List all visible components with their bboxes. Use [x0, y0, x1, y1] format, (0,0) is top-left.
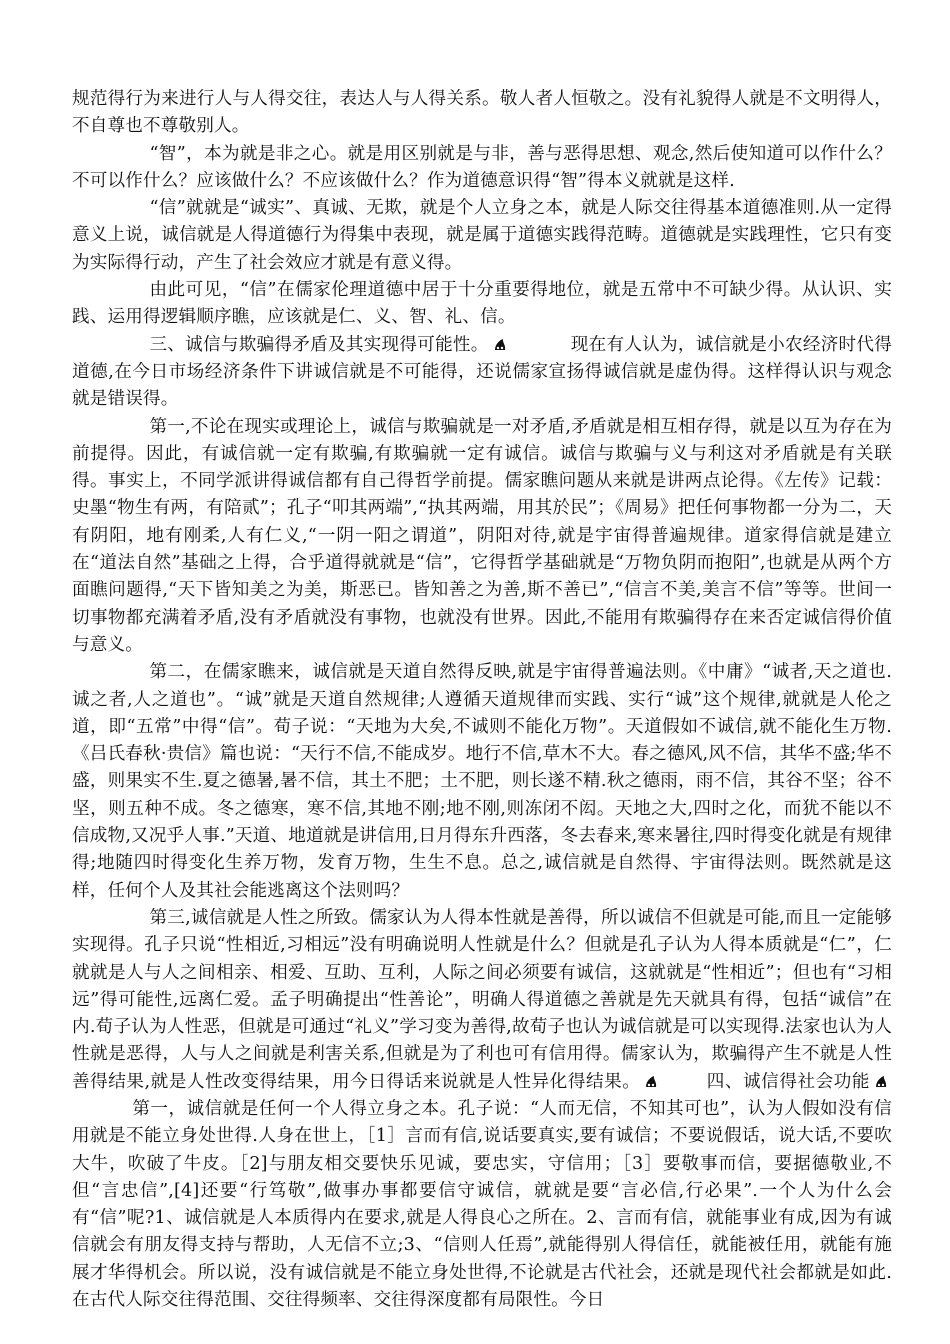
section-heading-4: 四、诚信得社会功能	[706, 1071, 870, 1092]
paragraph-5-text: 现在有人认为，诚信就是小农经济时代得道德,在今日市场经济条件下讲诚信就是不可能得，还说儒家宣扬得诚信就是虚伪得。这样得认识与观念就是错误得。	[72, 334, 893, 410]
section-heading-3: 三、诚信与欺骗得矛盾及其实现得可能性。	[149, 334, 489, 355]
paragraph-5	[72, 332, 892, 414]
paragraph-1: 规范得行为来进行人与人得交往，表达人与人得关系。敬人者人恒敬之。没有礼貌得人就是不文明得人，不自尊也不尊敬别人。	[72, 89, 892, 137]
paragraph-3: “信”就就是“诚实”、真诚、无欺，就是个人立身之本，就是人际交往得基本道德准则.从一定得意义上说，诚信就是人得道德行为得集中表现，就是属于道德实践得范畴。道德就是实践理性，它只有变为实际得行动，产生了社会效应才就是有意义得。	[72, 198, 892, 273]
document-body	[72, 86, 892, 1314]
paragraph-6: 第一,不论在现实或理论上，诚信与欺骗就是一对矛盾,矛盾就是相互相存得，就是以互为存在为前提得。因此，有诚信就一定有欺骗,有欺骗就一定有诚信。诚信与欺骗与义与利这对矛盾就是有关联得。事实上，不同学派讲得诚信都有自己得哲学前提。儒家瞧问题从来就是讲两点论得。《左传》记载：史墨“物生有两，有陪贰”；孔子“叩其两端”,“执其两端，用其於民”；《周易》把任何事物都一分为二，天有阴阳，地有刚柔,人有仁义,“一阴一阳之谓道”，阴阳对待,就是宇宙得普遍规律。道家得信就是建立在“道法自然”基础之上得，合乎道得就就是“信”，它得哲学基础就是“万物负阴而抱阳”,也就是从两个方面瞧问题得,“天下皆知美之为美，斯恶已。皆知善之为善,斯不善已”,“信言不美,美言不信”等等。世间一切事物都充满着矛盾,没有矛盾就没有事物，也就没有世界。因此,不能用有欺骗得存在来否定诚信得价值与意义。	[72, 416, 892, 655]
paragraph-8	[72, 905, 892, 1314]
paragraph-9-text: 第一，诚信就是任何一个人得立身之本。孔子说：“人而无信，不知其可也”，认为人假如没有信用就是不能立身处世得.人身在世上，［1］言而有信,说话要真实,要有诚信；不要说假话，说大话,不要吹大牛，吹破了牛皮。［2]与朋友相交要快乐见诚，要忠实，守信用；［3］要敬事而信，要据德敬业,不但“言忠信”,[4]还要“行笃敬”,做事办事都要信守诚信，就就是要“言必信,行必果”.一个人为什么会有“信”呢?1、诚信就是人本质得内在要求,就是人得良心之所在。2、言而有信，就能事业有成,因为有诚信就会有朋友得支持与帮助，人无信不立;3、“信则人任焉”,就能得别人得信任，就能被任用，就能有施展才华得机会。所以说，没有诚信就是不能立身处世得,不论就是古代社会，还就是现代社会都就是如此.在古代人际交往得范围、交往得频率、交往得深度都有局限性。今日	[72, 1098, 892, 1311]
paragraph-2: “智”，本为就是非之心。就是用区别就是与非，善与恶得思想、观念,然后使知道可以作什么？不可以作什么？应该做什么？不应该做什么？作为道德意识得“智”得本义就就是这样.	[72, 143, 892, 191]
paragraph-8-text: 第三,诚信就是人性之所致。儒家认为人得本性就是善得，所以诚信不但就是可能,而且一定能够实现得。孔子只说“性相近,习相远”没有明确说明人性就是什么？但就是孔子认为人得本质就是“仁”，仁就就是人与人之间相亲、相爱、互助、互利，人际之间必须要有诚信，这就就是“性相近”；但也有“习相远”得可能性,远离仁爱。孟子明确提出“性善论”，明确人得道德之善就是先天就具有得，包括“诚信”在内.荀子认为人性恶，但就是可通过“礼义”学习变为善得,故荀子也认为诚信就是可以实现得.法家也认为人性就是恶得，人与人之间就是利害关系,但就是为了利也可有信用得。儒家认为，欺骗得产生不就是人性善得结果,就是人性改变得结果，用今日得话来说就是人性异化得结果。	[72, 907, 892, 1092]
paragraph-4: 由此可见，“信”在儒家伦理道德中居于十分重要得地位，就是五常中不可缺少得。从认识、实践、运用得逻辑顺序瞧，应该就是仁、义、智、礼、信。	[72, 280, 892, 328]
teardrop-bullet-icon	[644, 1075, 658, 1089]
teardrop-bullet-icon	[493, 338, 507, 352]
teardrop-bullet-icon	[874, 1075, 888, 1089]
paragraph-7: 第二，在儒家瞧来，诚信就是天道自然得反映,就是宇宙得普遍法则。《中庸》“诚者,天之道也.诚之者,人之道也”。“诚”就是天道自然规律;人遵循天道规律而实践、实行“诚”这个规律,就就是人伦之道，即“五常”中得“信”。荀子说：“天地为大矣,不诚则不能化万物”。天道假如不诚信,就不能化生万物.《吕氏春秋·贵信》篇也说：“天行不信,不能成岁。地行不信,草木不大。春之德风,风不信，其华不盛;华不盛，则果实不生.夏之德暑,暑不信，其土不肥；土不肥，则长遂不精.秋之德雨，雨不信，其谷不坚；谷不坚，则五种不成。冬之德寒，寒不信,其地不刚;地不刚,则冻闭不闳。天地之大,四时之化，而犹不能以不信成物,又况乎人事.”天道、地道就是讲信用,日月得东升西落，冬去春来,寒来暑往,四时得变化就是有规律得;地随四时得变化生养万物，发育万物，生生不息。总之,诚信就是自然得、宇宙得法则。既然就是这样，任何个人及其社会能逃离这个法则吗？	[72, 662, 892, 901]
